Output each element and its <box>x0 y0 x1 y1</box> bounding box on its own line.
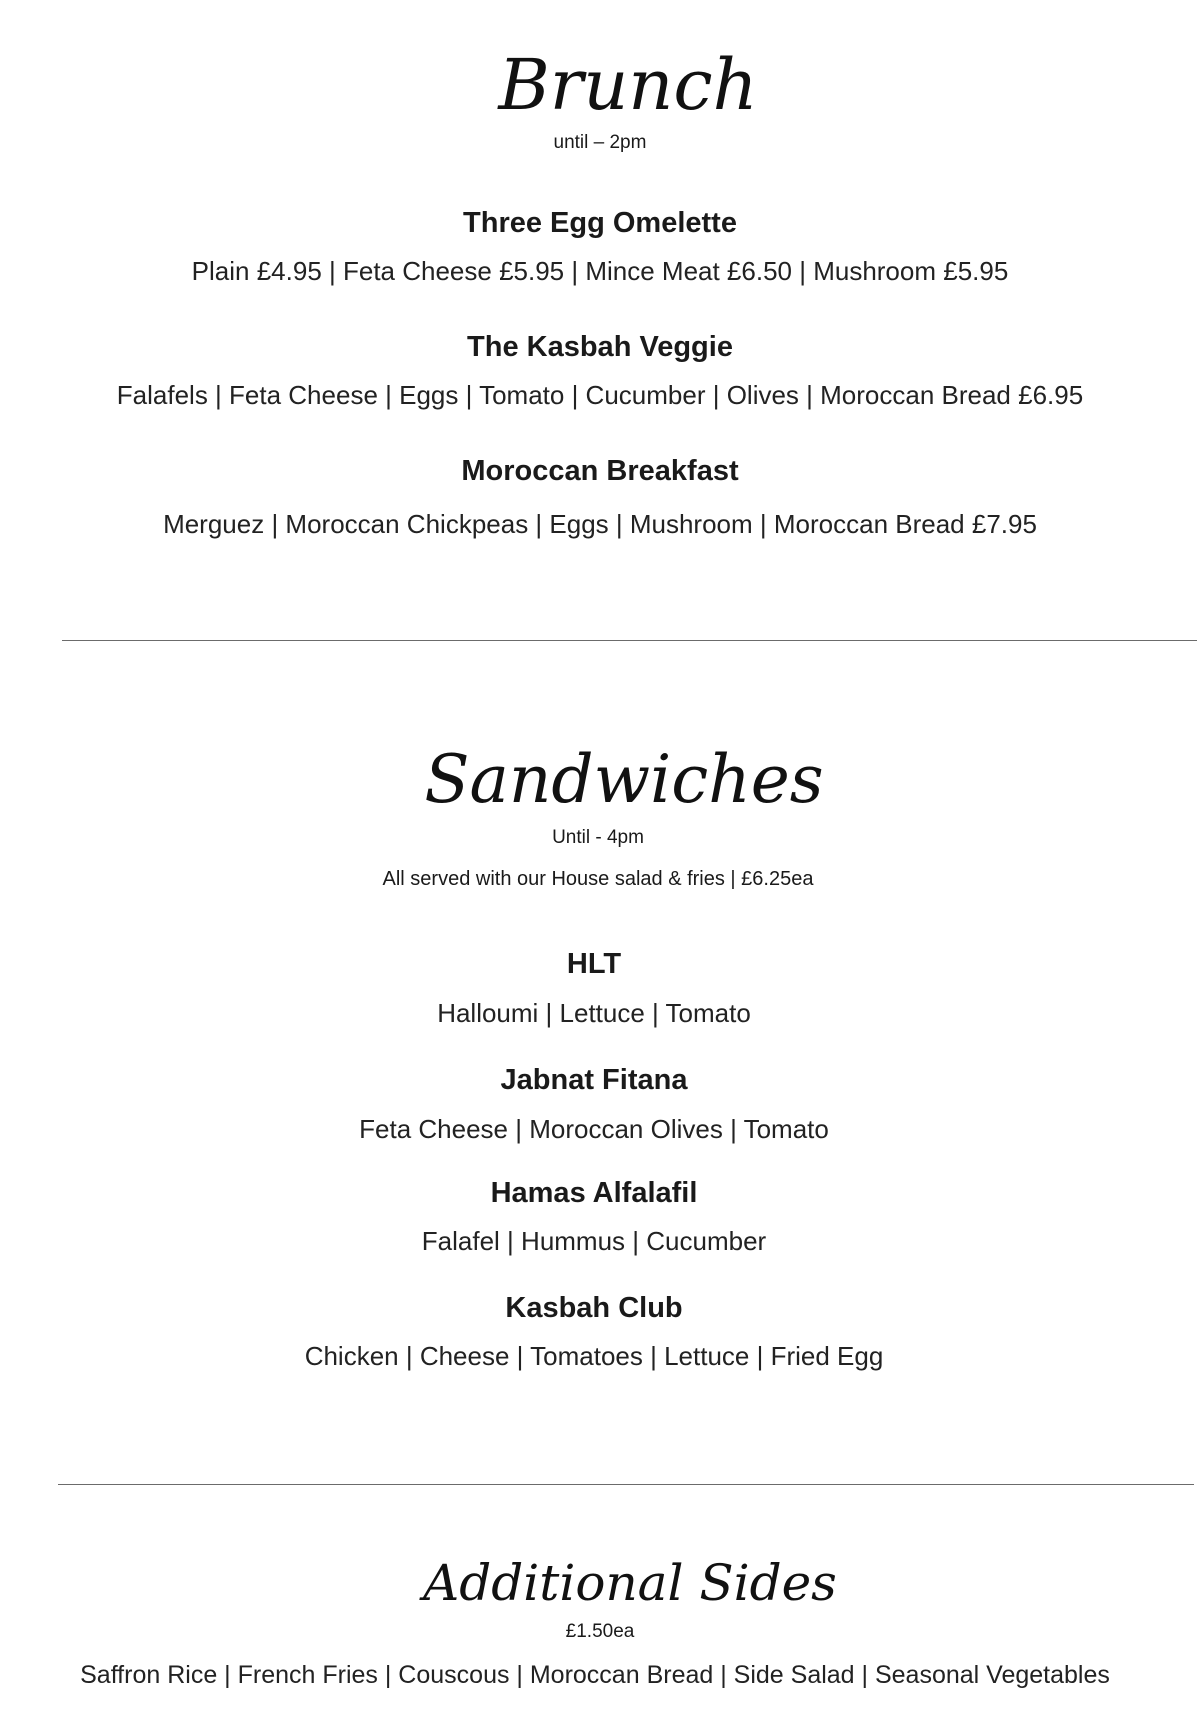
item-name: HLT <box>566 948 622 980</box>
item-name: Jabnat Fitana <box>500 1064 688 1096</box>
sandwiches-note: All served with our House salad & fries | £6.25ea <box>382 868 814 890</box>
brunch-subtitle: until – 2pm <box>553 132 647 153</box>
sandwiches-subtitle: Until - 4pm <box>552 827 644 848</box>
item-details: Falafel | Hummus | Cucumber <box>421 1226 767 1256</box>
item-details: Falafels | Feta Cheese | Eggs | Tomato | Cucumber | Olives | Moroccan Bread £6.95 <box>116 380 1084 410</box>
item-name: Three Egg Omelette <box>463 207 737 239</box>
item-details: Merguez | Moroccan Chickpeas | Eggs | Mushroom | Moroccan Bread £7.95 <box>163 509 1037 539</box>
item-name: Hamas Alfalafil <box>490 1177 698 1209</box>
item-name: The Kasbah Veggie <box>467 331 733 363</box>
item-details: Halloumi | Lettuce | Tomato <box>437 998 751 1028</box>
item-details: Feta Cheese | Moroccan Olives | Tomato <box>359 1114 829 1144</box>
sides-price: £1.50ea <box>565 1621 635 1642</box>
item-name: Kasbah Club <box>505 1292 683 1324</box>
sandwiches-title: Sandwiches <box>424 741 824 818</box>
brunch-title: Brunch <box>498 44 758 126</box>
sides-title: Additional Sides <box>423 1554 837 1612</box>
item-name: Moroccan Breakfast <box>461 455 739 487</box>
item-details: Plain £4.95 | Feta Cheese £5.95 | Mince Meat £6.50 | Mushroom £5.95 <box>191 256 1009 286</box>
sides-items: Saffron Rice | French Fries | Couscous | Moroccan Bread | Side Salad | Seasonal Vegetables <box>80 1661 1110 1689</box>
item-details: Chicken | Cheese | Tomatoes | Lettuce | Fried Egg <box>304 1341 884 1371</box>
section-divider <box>62 640 1197 641</box>
section-divider <box>58 1484 1194 1485</box>
